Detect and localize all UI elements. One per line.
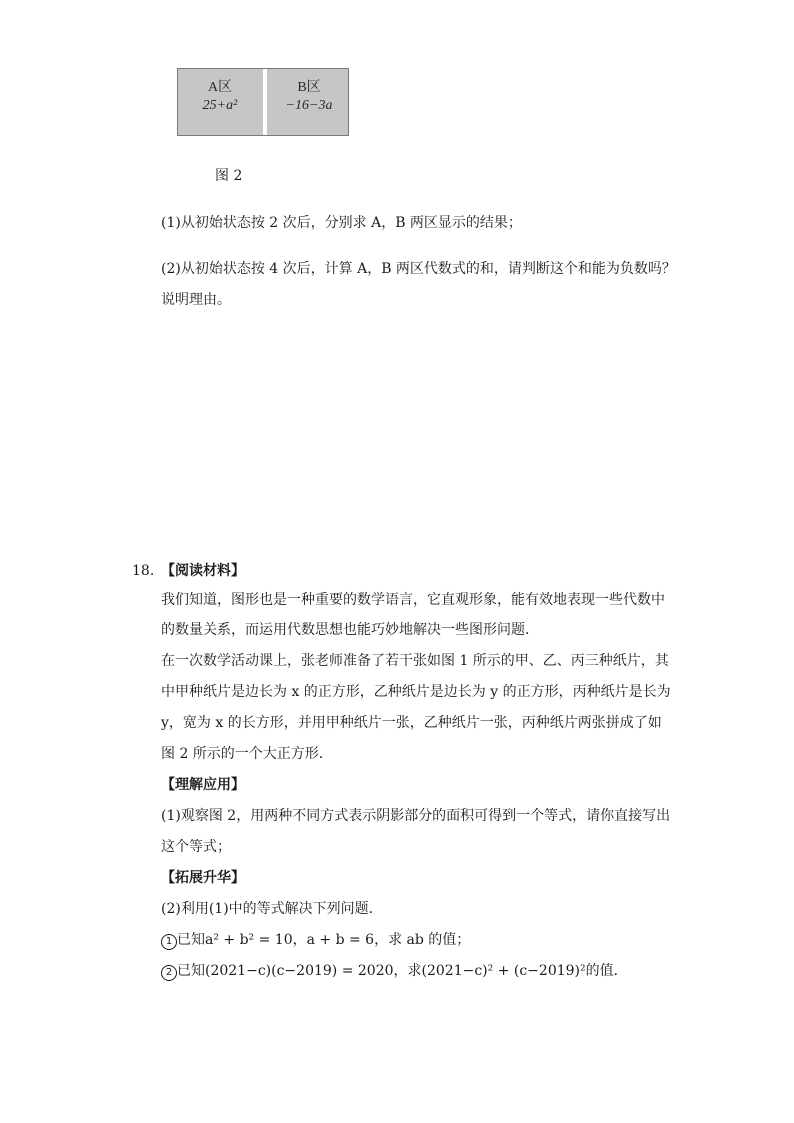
q17-part2-continued: 说明理由。 (161, 292, 231, 308)
q17-part1: (1)从初始状态按 2 次后，分别求 A，B 两区显示的结果； (161, 215, 522, 231)
q17-part2: (2)从初始状态按 4 次后，计算 A，B 两区代数式的和，请判断这个和能为负数吗？ (161, 261, 676, 277)
q18-para2-line3: y，宽为 x 的长方形，并用甲种纸片一张，乙种纸片一张，丙种纸片两张拼成了如 (161, 715, 662, 731)
q18-q1-line2: 这个等式； (161, 839, 231, 855)
q18-sub1-text: 已知a² + b² = 10，a + b = 6，求 ab 的值； (177, 932, 471, 948)
reading-material-heading: 【阅读材料】 (161, 563, 245, 579)
extend-heading: 【拓展升华】 (161, 870, 245, 886)
q18-para1-line2: 的数量关系，而运用代数思想也能巧妙地解决一些图形问题． (161, 622, 539, 638)
q18-sub1 (161, 930, 470, 950)
zone-b-expression: −16−3a (285, 98, 333, 113)
zone-a-expression: 25+a² (202, 98, 238, 113)
q18-sub2-text: 已知(2021−c)(c−2019) = 2020，求(2021−c)² + (c−2019)²的值． (177, 963, 628, 979)
q18-para2-line4: 图 2 所示的一个大正方形． (161, 746, 333, 762)
q18-para1-line1: 我们知道，图形也是一种重要的数学语言，它直观形象，能有效地表现一些代数中 (161, 592, 665, 608)
q18-number: 18. (132, 563, 155, 579)
zone-a-label: A区 (207, 80, 233, 95)
understand-apply-heading: 【理解应用】 (161, 777, 245, 793)
circled-number-1: 1 (161, 934, 177, 950)
figure-2-diagram (177, 68, 349, 136)
q18-q1-line1: (1)观察图 2，用两种不同方式表示阴影部分的面积可得到一个等式，请你直接写出 (161, 808, 671, 824)
q18-q2: (2)利用(1)中的等式解决下列问题． (161, 901, 383, 917)
q18-sub2 (161, 961, 628, 981)
q18-para2-line1: 在一次数学活动课上，张老师准备了若干张如图 1 所示的甲、乙、丙三种纸片，其 (161, 653, 669, 669)
q18-para2-line2: 中甲种纸片是边长为 x 的正方形，乙种纸片是边长为 y 的正方形，丙种纸片是长为 (161, 684, 671, 700)
zone-a (178, 79, 262, 115)
circled-number-2: 2 (161, 965, 177, 981)
zone-b (267, 79, 351, 115)
figure-caption: 图 2 (215, 168, 243, 184)
zone-b-label: B区 (297, 80, 321, 95)
